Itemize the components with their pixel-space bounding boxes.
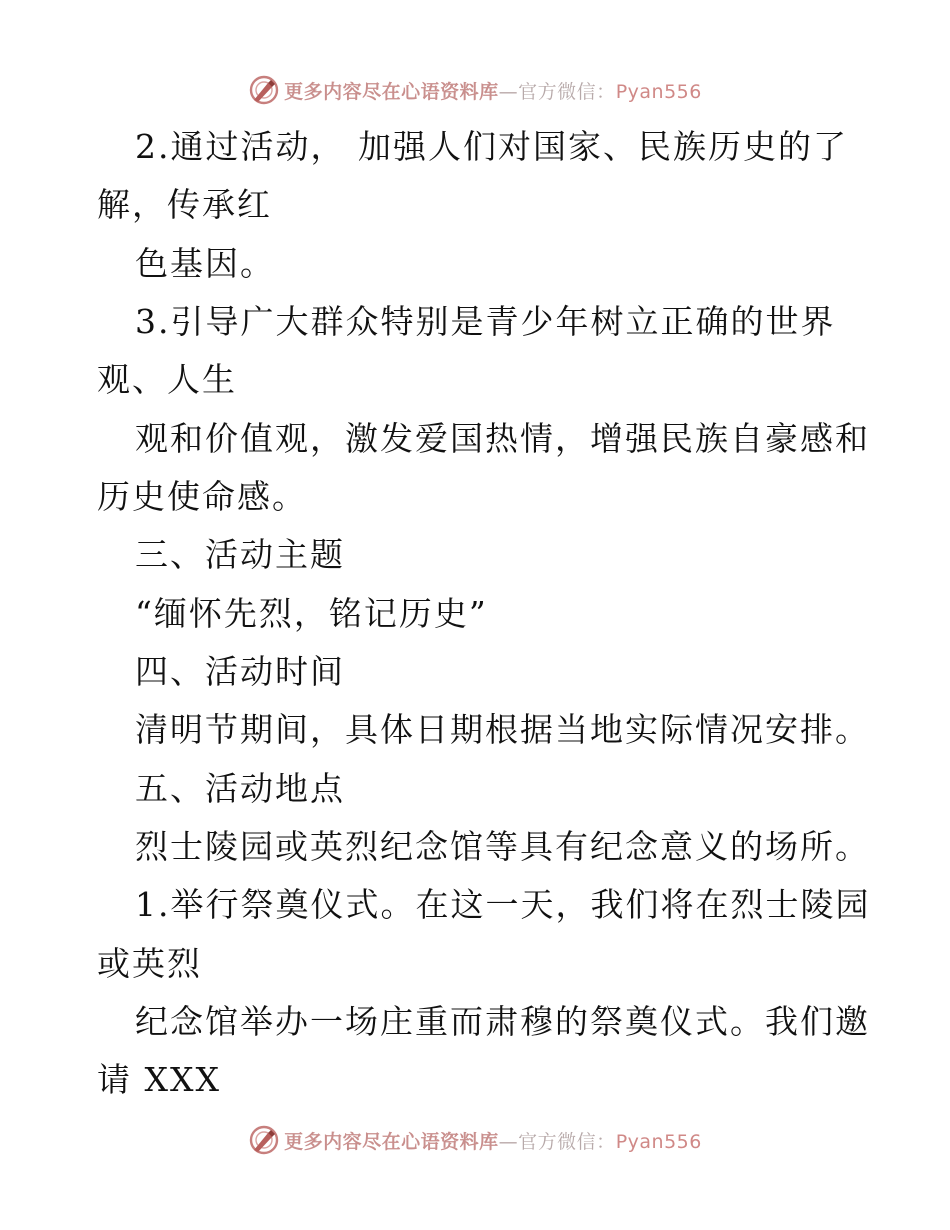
body-line: 观和价值观，激发爱国热情，增强民族自豪感和	[135, 419, 870, 458]
body-line: 纪念馆举办一场庄重而肃穆的祭奠仪式。我们邀	[135, 1002, 870, 1041]
footer-dash: —	[498, 1130, 519, 1153]
header-handle: Pyan556	[615, 80, 702, 103]
pen-logo-icon	[248, 1124, 280, 1156]
body-line: 观、人生	[97, 360, 237, 399]
body-line: 色基因。	[135, 244, 275, 283]
header-brand: 更多内容尽在心语资料库	[284, 80, 499, 103]
section-heading-theme: 三、活动主题	[135, 535, 345, 574]
body-line: “缅怀先烈，铭记历史”	[135, 594, 488, 633]
body-line: 历史使命感。	[97, 477, 307, 516]
header-watermark-text	[284, 77, 702, 104]
body-line: 清明节期间，具体日期根据当地实际情况安排。	[135, 710, 870, 749]
footer-watermark	[0, 1120, 950, 1160]
section-heading-time: 四、活动时间	[135, 652, 345, 691]
header-wechat-label: 官方微信：	[518, 80, 616, 103]
footer-wechat-label: 官方微信：	[518, 1130, 616, 1153]
section-heading-location: 五、活动地点	[135, 769, 345, 808]
body-line: 解，传承红	[97, 185, 272, 224]
header-dash: —	[498, 80, 519, 103]
body-line: 或英烈	[97, 944, 202, 983]
body-line: 请 XXX	[97, 1060, 221, 1099]
body-line: 1.举行祭奠仪式。在这一天，我们将在烈士陵园	[135, 885, 871, 924]
footer-brand: 更多内容尽在心语资料库	[284, 1130, 499, 1153]
body-line: 烈士陵园或英烈纪念馆等具有纪念意义的场所。	[135, 827, 870, 866]
body-line: 3.引导广大群众特别是青少年树立正确的世界	[135, 302, 836, 341]
body-line: 2.通过活动， 加强人们对国家、民族历史的了	[135, 127, 848, 166]
footer-handle: Pyan556	[615, 1130, 702, 1153]
footer-watermark-text	[284, 1127, 702, 1154]
pen-logo-icon	[248, 74, 280, 106]
header-watermark	[0, 70, 950, 110]
